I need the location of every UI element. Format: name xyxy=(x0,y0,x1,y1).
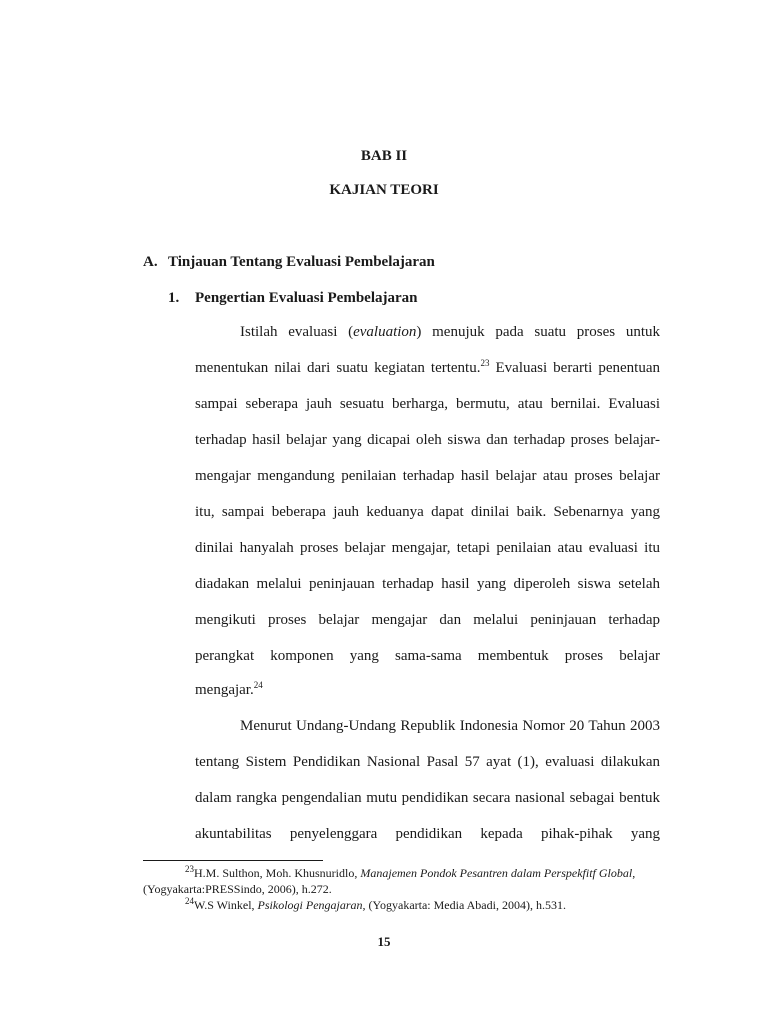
paragraph-2-line: Menurut Undang-Undang Republik Indonesia Nomor 20 Tahun 2003 xyxy=(240,718,660,734)
section-label: A. xyxy=(143,254,158,270)
footnote-23-continuation: (Yogyakarta:PRESSindo, 2006), h.272. xyxy=(143,882,332,896)
footnote-separator xyxy=(143,860,323,861)
footnote-ref-23[interactable]: 23 xyxy=(480,358,490,368)
paragraph-1-line: perangkat komponen yang sama-sama membentuk proses belajar xyxy=(195,648,660,664)
paragraph-1-line: diadakan melalui peninjauan terhadap hasil yang diperoleh siswa setelah xyxy=(195,576,660,592)
paragraph-1-line: mengikuti proses belajar mengajar dan melalui peninjauan terhadap xyxy=(195,612,660,628)
chapter-number: BAB II xyxy=(360,148,408,164)
footnote-ref-24[interactable]: 24 xyxy=(253,680,263,690)
paragraph-2-line: akuntabilitas penyelenggara pendidikan kepada pihak-pihak yang xyxy=(195,826,660,842)
paragraph-1-line: mengajar mengandung penilaian terhadap hasil belajar atau proses belajar xyxy=(195,468,660,484)
paragraph-1-line: menentukan nilai dari suatu kegiatan tertentu.$^{23}$ Evaluasi berarti penentuan xyxy=(195,358,660,376)
paragraph-1-line: terhadap hasil belajar yang dicapai oleh siswa dan terhadap proses belajar- xyxy=(195,432,660,448)
chapter-title: KAJIAN TEORI xyxy=(329,182,439,198)
footnote-23: $^{23}$H.M. Sulthon, Moh. Khusnuridlo, Manajemen Pondok Pesantren dalam Perspekfitf Global, xyxy=(185,864,636,880)
paragraph-1-line: mengajar.$^{24}$ xyxy=(195,680,263,698)
paragraph-2-line: dalam rangka pengendalian mutu pendidikan secara nasional sebagai bentuk xyxy=(195,790,660,806)
paragraph-2-line: tentang Sistem Pendidikan Nasional Pasal 57 ayat (1), evaluasi dilakukan xyxy=(195,754,660,770)
subsection-title: Pengertian Evaluasi Pembelajaran xyxy=(195,290,418,306)
paragraph-1-line: dinilai hanyalah proses belajar mengajar, tetapi penilaian atau evaluasi itu xyxy=(195,540,660,556)
section-title: Tinjauan Tentang Evaluasi Pembelajaran xyxy=(168,254,435,270)
subsection-label: 1. xyxy=(168,290,180,306)
footnote-24: $^{24}$W.S Winkel, Psikologi Pengajaran, (Yogyakarta: Media Abadi, 2004), h.531. xyxy=(185,896,566,912)
paragraph-1-line: itu, sampai beberapa jauh keduanya dapat dinilai baik. Sebenarnya yang xyxy=(195,504,660,520)
paragraph-1-line: Istilah evaluasi (evaluation) menujuk pada suatu proses untuk xyxy=(240,324,660,340)
paragraph-1-line: sampai seberapa jauh sesuatu berharga, bermutu, atau bernilai. Evaluasi xyxy=(195,396,660,412)
page-number: 15 xyxy=(377,934,391,949)
